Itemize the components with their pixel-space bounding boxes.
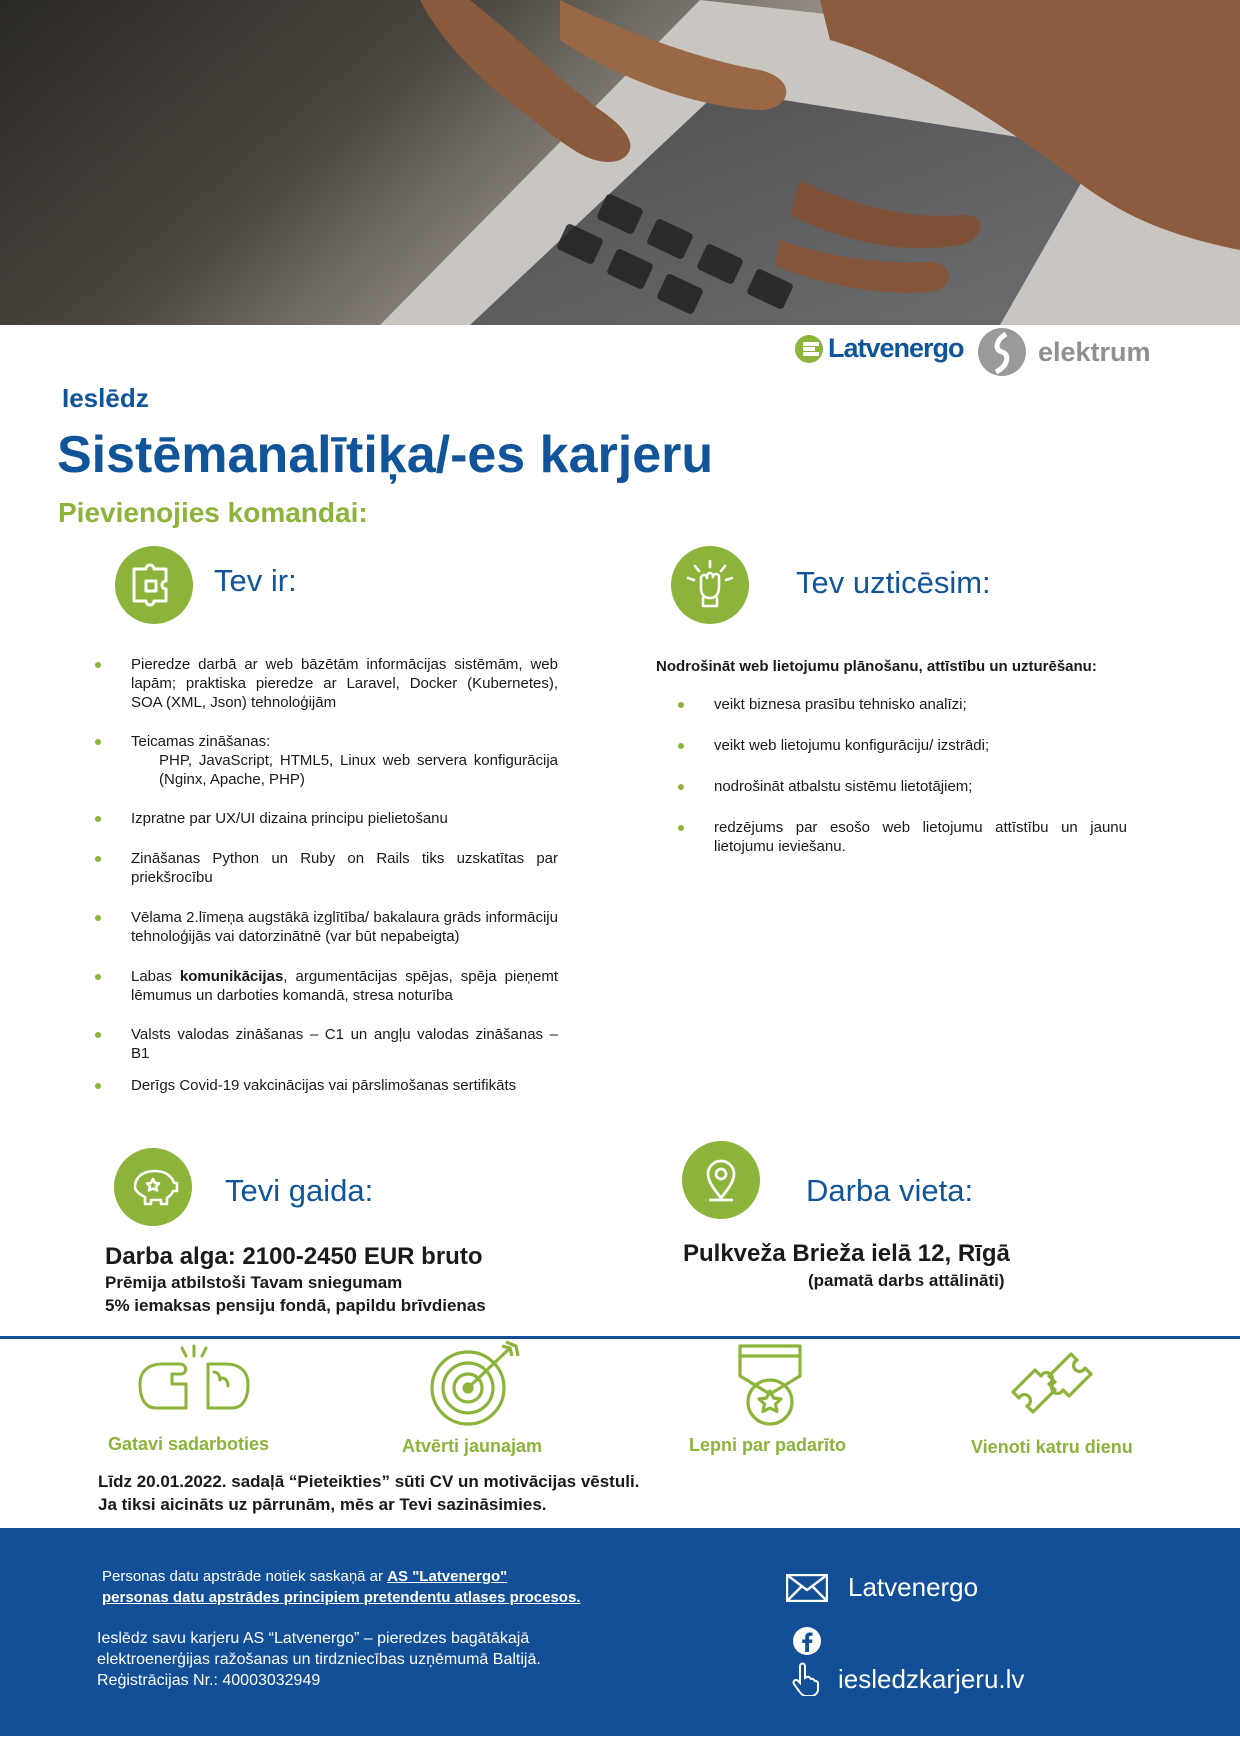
elektrum-logo — [976, 326, 1151, 378]
address: Pulkveža Brieža ielā 12, Rīgā — [683, 1240, 1010, 1267]
hero-photo — [0, 0, 1240, 325]
value-atverti — [420, 1338, 530, 1433]
email-label: Latvenergo — [848, 1572, 979, 1602]
page-title: Sistēmanalītiķa/-es karjeru — [57, 426, 714, 484]
location-badge — [682, 1141, 760, 1219]
about-line-2: elektroenerģijas ražošanas un tirdzniecības uzņēmumā Baltijā. — [97, 1651, 541, 1668]
latvenergo-mark-icon — [794, 334, 824, 364]
list-item: Teicamas zināšanas: PHP, JavaScript, HTML5, Linux web servera konfigurācija (Nginx, Apache, PHP) — [95, 732, 558, 789]
salary: Darba alga: 2100-2450 EUR bruto — [105, 1243, 483, 1270]
apply-line-1: Līdz 20.01.2022. sadaļā “Pieteikties” sūti CV un motivācijas vēstuli. — [98, 1472, 640, 1491]
latvenergo-wordmark: Latvenergo — [828, 333, 964, 363]
facebook-icon — [792, 1626, 822, 1656]
list-item: Valsts valodas zināšanas – C1 un angļu valodas zināšanas – B1 — [95, 1025, 558, 1063]
divider — [0, 1336, 1240, 1339]
pension-line: 5% iemaksas pensiju fondā, papildu brīvdienas — [105, 1296, 486, 1315]
location-pin-icon — [695, 1154, 747, 1206]
value-label-atverti: Atvērti jaunajam — [402, 1436, 543, 1456]
email-contact[interactable] — [786, 1572, 978, 1603]
value-label-gatavi: Gatavi sadarboties — [108, 1434, 270, 1454]
tev-uzticesim-lead: Nodrošināt web lietojumu plānošanu, attīstību un uzturēšanu: — [656, 658, 1097, 675]
fist-badge — [671, 546, 749, 624]
tev-ir-list — [95, 655, 558, 1095]
tev-ir-title: Tev ir: — [214, 563, 297, 598]
about-line-1: Ieslēdz savu karjeru AS “Latvenergo” – pieredzes bagātākajā — [97, 1630, 530, 1647]
facebook-link[interactable] — [792, 1626, 822, 1661]
list-item: Izpratne par UX/UI dizaina principu pielietošanu — [95, 809, 558, 828]
tevi-gaida-title: Tevi gaida: — [225, 1173, 374, 1208]
list-item: Pieredze darbā ar web bāzētām informācijas sistēmām, web lapām; praktiska pieredze ar Laravel, Docker (Kubernetes), SOA (XML, Json) tehnoloģijām — [95, 655, 558, 712]
pointer-hand-icon — [790, 1662, 820, 1696]
list-item: veikt web lietojumu konfigurāciju/ izstrādi; — [678, 736, 1127, 755]
value-gatavi — [104, 1342, 284, 1431]
elektrum-wordmark: elektrum — [1038, 336, 1151, 367]
about-line-3: Reģistrācijas Nr.: 40003032949 — [97, 1672, 321, 1689]
puzzle-pieces-icon — [1005, 1340, 1105, 1430]
medal-icon — [730, 1342, 810, 1428]
list-item: veikt biznesa prasību tehnisko analīzi; — [678, 695, 1127, 714]
tev-uzticesim-title: Tev uzticēsim: — [796, 565, 991, 600]
privacy-text: Personas datu apstrāde notiek saskaņā ar AS "Latvenergo" personas datu apstrādes principiem pretendentu atlases procesos. — [102, 1568, 581, 1606]
privacy-link-principles[interactable]: personas datu apstrādes principiem pretendentu atlases procesos. — [102, 1589, 581, 1606]
piggy-badge — [114, 1148, 192, 1226]
fist-bump-icon — [130, 1342, 258, 1426]
piggy-bank-icon — [125, 1159, 181, 1215]
puzzle-icon — [128, 559, 180, 611]
skills-detail: PHP, JavaScript, HTML5, Linux web servera konfigurācija (Nginx, Apache, PHP) — [159, 752, 558, 788]
website-link[interactable] — [790, 1662, 1024, 1696]
value-label-vienoti: Vienoti katru dienu — [971, 1437, 1133, 1457]
bonus-line: Prēmija atbilstoši Tavam sniegumam — [105, 1273, 403, 1292]
headline-sub: Pievienojies komandai: — [58, 497, 368, 528]
about-text — [97, 1628, 697, 1691]
latvenergo-logo — [794, 333, 964, 364]
apply-line-2: Ja tiksi aicināts uz pārrunām, mēs ar Tevi sazināsimies. — [98, 1495, 547, 1514]
value-vienoti — [1005, 1340, 1105, 1435]
elektrum-mark-icon — [976, 326, 1028, 378]
list-item: redzējums par esošo web lietojumu attīstību un jaunu lietojumu ieviešanu. — [678, 818, 1127, 856]
tev-uzticesim-list — [678, 695, 1127, 856]
headline-pre: Ieslēdz — [62, 383, 149, 413]
remote-note: (pamatā darbs attālināti) — [808, 1271, 1005, 1290]
darba-vieta-title: Darba vieta: — [806, 1173, 974, 1208]
website-label: iesledzkarjeru.lv — [838, 1663, 1025, 1694]
list-item: Vēlama 2.līmeņa augstākā izglītība/ bakalaura grāds informāciju tehnoloģijās vai datorzinātnē (var būt nepabeigta) — [95, 908, 558, 946]
footer — [0, 1528, 1240, 1736]
list-item: nodrošināt atbalstu sistēmu lietotājiem; — [678, 777, 1127, 796]
puzzle-badge — [115, 546, 193, 624]
privacy-link-latvenergo[interactable]: AS "Latvenergo" — [387, 1568, 508, 1585]
list-item: Zināšanas Python un Ruby on Rails tiks uzskatītas par priekšrocību — [95, 849, 558, 887]
raised-fist-icon — [683, 558, 737, 612]
value-lepni — [730, 1342, 810, 1433]
email-icon — [786, 1574, 828, 1602]
laptop-hands-illustration — [0, 0, 1240, 325]
list-item: Derīgs Covid-19 vakcinācijas vai pārslimošanas sertifikāts — [95, 1076, 558, 1095]
list-item: Labas komunikācijas, argumentācijas spējas, spēja pieņemt lēmumus un darboties komandā, stresa noturība — [95, 967, 558, 1005]
value-label-lepni: Lepni par padarīto — [689, 1435, 847, 1455]
target-icon — [420, 1338, 530, 1428]
